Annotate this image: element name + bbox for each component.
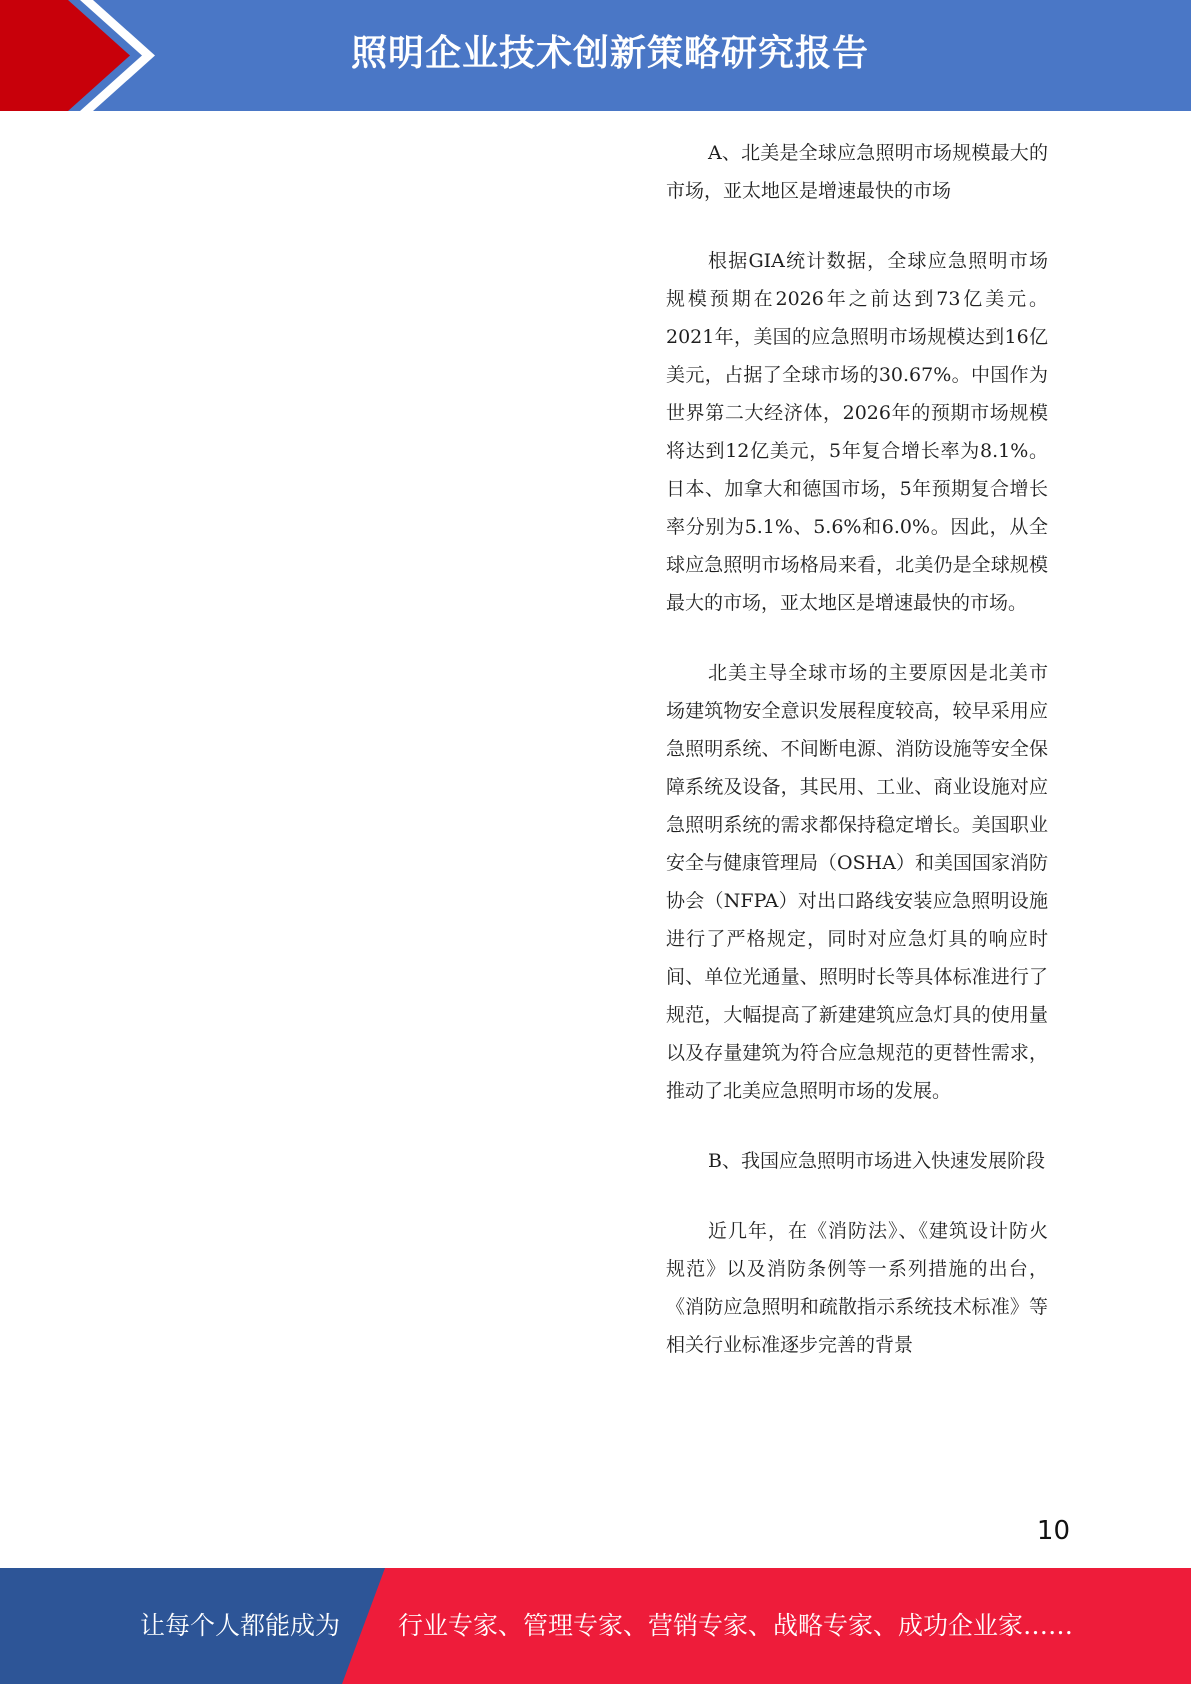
body-text-column bbox=[666, 134, 1048, 1364]
paragraph-china-market: 近几年，在《消防法》、《建筑设计防火规范》以及消防条例等一系列措施的出台，《消防应急照明和疏散指示系统技术标准》等相关行业标准逐步完善的背景 bbox=[666, 1220, 1048, 1356]
header-arrow-decoration bbox=[0, 0, 160, 111]
paragraph-market-data: 根据GIA统计数据，全球应急照明市场规模预期在2026年之前达到73亿美元。2021年，美国的应急照明市场规模达到16亿美元，占据了全球市场的30.67%。中国作为世界第二大经济体，2026年的预期市场规模将达到12亿美元，5年复合增长率为8.1%。日本、加拿大和德国市场，5年预期复合增长率分别为5.1%、5.6%和6.0%。因此，从全球应急照明市场格局来看，北美仍是全球规模最大的市场，亚太地区是增速最快的市场。 bbox=[666, 250, 1048, 614]
page-header bbox=[0, 0, 1191, 111]
footer-slogan-left: 让每个人都能成为 bbox=[139, 1611, 340, 1640]
report-title: 照明企业技术创新策略研究报告 bbox=[350, 33, 869, 74]
footer-slogan-right: 行业专家、管理专家、营销专家、战略专家、成功企业家…… bbox=[398, 1611, 1074, 1640]
section-heading-b: B、我国应急照明市场进入快速发展阶段 bbox=[708, 1150, 1045, 1172]
section-heading-a: A、北美是全球应急照明市场规模最大的市场，亚太地区是增速最快的市场 bbox=[666, 142, 1048, 202]
paragraph-north-america: 北美主导全球市场的主要原因是北美市场建筑物安全意识发展程度较高，较早采用应急照明系统、不间断电源、消防设施等安全保障系统及设备，其民用、工业、商业设施对应急照明系统的需求都保持稳定增长。美国职业安全与健康管理局（OSHA）和美国国家消防协会（NFPA）对出口路线安装应急照明设施进行了严格规定，同时对应急灯具的响应时间、单位光通量、照明时长等具体标准进行了规范，大幅提高了新建建筑应急灯具的使用量以及存量建筑为符合应急规范的更替性需求，推动了北美应急照明市场的发展。 bbox=[666, 662, 1048, 1102]
page-number: 10 bbox=[1036, 1516, 1070, 1546]
page-footer bbox=[0, 1568, 1191, 1684]
